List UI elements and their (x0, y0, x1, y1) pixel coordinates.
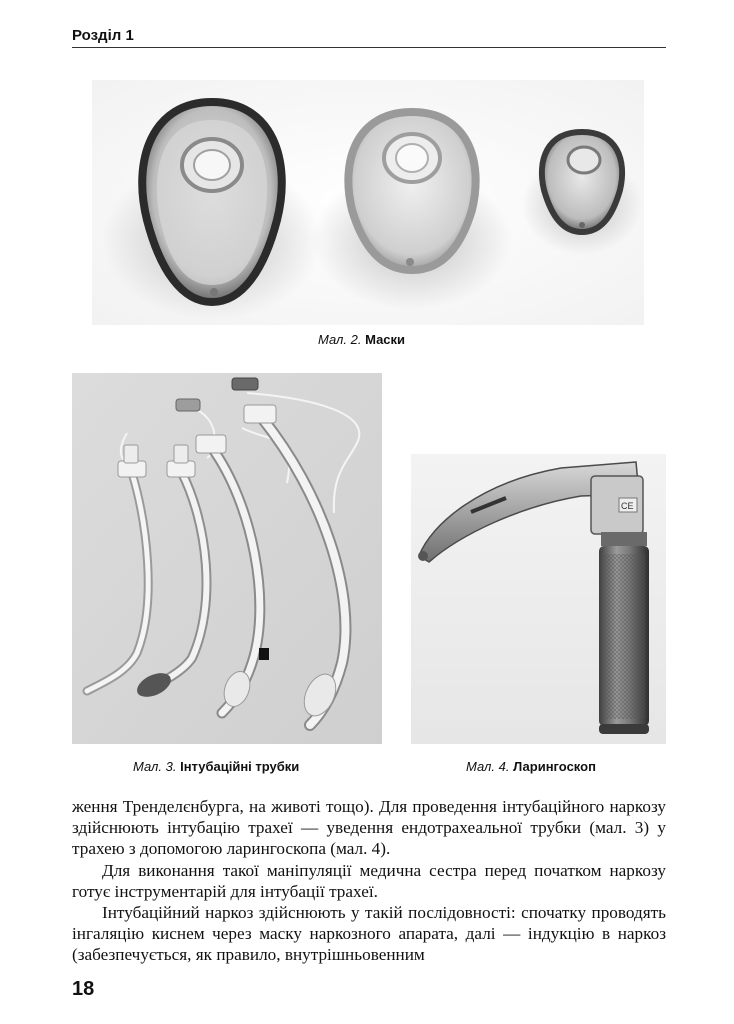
paragraph-3: Інтубаційний наркоз здійснюють у такій послідовності: спочатку проводять інгаляцію киснем через маску наркозного апарата, далі — індукцію в наркоз (забезпечується, як правило, внутрішньовенним (72, 903, 666, 965)
figure-2-label: Мал. 2. (318, 332, 362, 347)
page-number: 18 (72, 978, 95, 1000)
running-header: Розділ 1 (72, 27, 666, 48)
figure-2-title: Маски (365, 332, 406, 347)
paragraph-1: ження Тренделєнбурга, на животі тощо). Для проведення інтубаційного наркозу здійснюють інтубацію трахеї — уведення ендотрахеальної трубки (мал. 3) у трахею з допомогою ларингоскопа (мал. 4). (72, 797, 666, 859)
figure-3-title: Інтубаційні трубки (180, 759, 300, 774)
figure-4-caption (466, 759, 596, 774)
masks-photo (92, 80, 644, 325)
ce-mark: CE (621, 501, 634, 511)
figure-3-label: Мал. 3. (133, 759, 177, 774)
paragraph-2: Для виконання такої маніпуляції медична сестра перед початком наркозу готує інструментарій для інтубації трахеї. (72, 860, 666, 901)
body-text (72, 796, 666, 966)
laryngoscope-photo (411, 454, 666, 744)
figure-4-label: Мал. 4. (466, 759, 510, 774)
figure-4-title: Ларингоскоп (513, 759, 596, 774)
intubation-tubes-photo (72, 373, 382, 744)
figure-3-caption (133, 759, 299, 774)
figure-2-caption (318, 332, 405, 347)
